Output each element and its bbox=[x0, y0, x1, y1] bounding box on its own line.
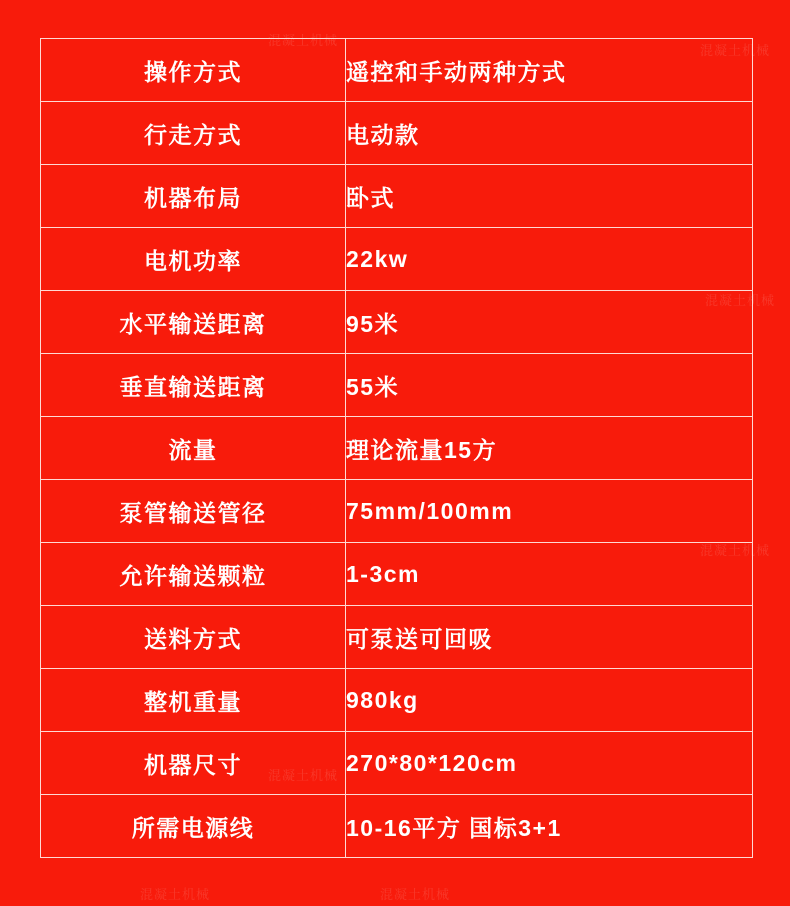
table-row bbox=[41, 543, 753, 606]
table-row bbox=[41, 606, 753, 669]
table-row bbox=[41, 669, 753, 732]
watermark-text: 混凝土机械 bbox=[700, 43, 771, 58]
watermark-text: 混凝土机械 bbox=[268, 33, 339, 48]
table-row bbox=[41, 795, 753, 858]
spec-label: 送料方式 bbox=[41, 606, 346, 669]
spec-value: 95米 bbox=[346, 291, 753, 354]
specification-table bbox=[40, 38, 753, 858]
table-row bbox=[41, 165, 753, 228]
watermark-text: 混凝土机械 bbox=[268, 768, 339, 783]
spec-label: 机器布局 bbox=[41, 165, 346, 228]
watermark-text: 混凝土机械 bbox=[700, 543, 771, 558]
spec-value: 270*80*120cm bbox=[346, 732, 753, 795]
spec-label: 流量 bbox=[41, 417, 346, 480]
spec-value: 电动款 bbox=[346, 102, 753, 165]
table-row bbox=[41, 228, 753, 291]
watermark-text: 混凝土机械 bbox=[140, 887, 211, 902]
spec-value: 1-3cm bbox=[346, 543, 753, 606]
spec-value: 22kw bbox=[346, 228, 753, 291]
spec-value: 卧式 bbox=[346, 165, 753, 228]
spec-label: 行走方式 bbox=[41, 102, 346, 165]
spec-label: 水平输送距离 bbox=[41, 291, 346, 354]
specification-table-body bbox=[41, 39, 753, 858]
spec-value: 980kg bbox=[346, 669, 753, 732]
spec-value: 10-16平方 国标3+1 bbox=[346, 795, 753, 858]
table-row bbox=[41, 480, 753, 543]
table-row bbox=[41, 354, 753, 417]
spec-label: 电机功率 bbox=[41, 228, 346, 291]
spec-value: 75mm/100mm bbox=[346, 480, 753, 543]
table-row bbox=[41, 732, 753, 795]
watermark-text: 混凝土机械 bbox=[380, 887, 451, 902]
table-row bbox=[41, 39, 753, 102]
spec-label: 垂直输送距离 bbox=[41, 354, 346, 417]
spec-label: 整机重量 bbox=[41, 669, 346, 732]
table-row bbox=[41, 102, 753, 165]
spec-label: 机器尺寸 bbox=[41, 732, 346, 795]
spec-label: 所需电源线 bbox=[41, 795, 346, 858]
spec-value: 55米 bbox=[346, 354, 753, 417]
table-row bbox=[41, 417, 753, 480]
spec-value: 可泵送可回吸 bbox=[346, 606, 753, 669]
spec-label: 泵管输送管径 bbox=[41, 480, 346, 543]
spec-label: 允许输送颗粒 bbox=[41, 543, 346, 606]
watermark-text: 混凝土机械 bbox=[705, 293, 776, 308]
table-row bbox=[41, 291, 753, 354]
spec-value: 遥控和手动两种方式 bbox=[346, 39, 753, 102]
spec-label: 操作方式 bbox=[41, 39, 346, 102]
spec-value: 理论流量15方 bbox=[346, 417, 753, 480]
